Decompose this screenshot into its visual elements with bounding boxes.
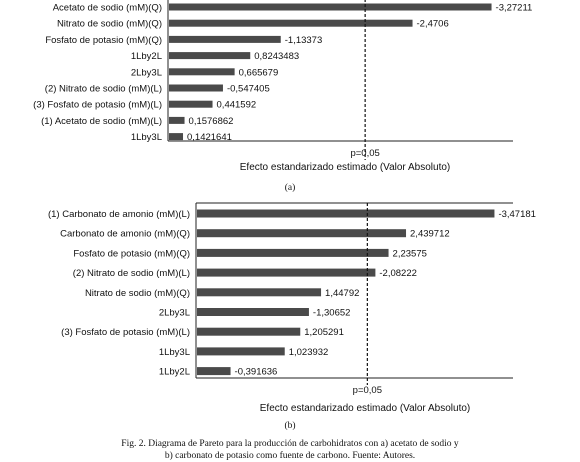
data-label: -2,08222 [379,268,417,280]
data-label: 2,23575 [392,248,427,260]
category-label: 1Lby3L [158,346,190,358]
data-label: -1,13373 [284,34,323,46]
data-label: -0,547405 [226,83,270,95]
data-label: 1,023932 [288,346,329,358]
pareto-chart-a [33,0,532,193]
data-label: -2,4706 [416,18,449,30]
category-label: Nitrato de sodio (mM)(Q) [56,18,162,30]
bar [197,328,300,336]
threshold-label: p=0,05 [352,385,383,396]
bar [197,347,285,355]
data-label: 0,665679 [238,67,279,79]
panel-label: (b) [284,421,296,431]
category-label: Nitrato de sodio (mM)(Q) [84,287,190,299]
figure-caption-line1: Fig. 2. Diagrama de Pareto para la producción de carbohidratos con a) acetato de sodio y [121,439,459,449]
data-label: -3,47181 [498,209,536,220]
category-label: (3) Fosfato de potasio (mM)(L) [33,99,162,111]
bar [169,36,281,43]
category-label: (2) Nitrato de sodio (mM)(L) [44,83,162,95]
data-label: 0,8243483 [254,51,300,63]
bar [169,85,223,92]
category-label: Fosfato de potasio (mM)(Q) [73,248,190,260]
bar [169,52,250,59]
category-label: 2Lby3L [130,67,162,79]
x-axis-title: Efecto estandarizado estimado (Valor Absoluto) [239,162,451,173]
category-label: Carbonato de amonio (mM)(Q) [60,228,190,240]
bar [197,249,389,257]
bar [169,20,413,27]
bar [197,269,375,277]
category-label: Fosfato de potasio (mM)(Q) [45,34,162,46]
panel-label: (a) [284,183,296,193]
data-label: 1,44792 [325,287,360,299]
bar [169,4,492,11]
pareto-chart-b [48,203,536,431]
category-label: 1Lby2L [130,51,162,63]
category-label: 2Lby3L [158,307,190,319]
data-label: 2,439712 [410,228,450,240]
category-label: 1Lby3L [130,132,162,144]
data-label: -0,391636 [234,366,278,378]
category-label: (1) Acetato de sodio (mM)(L) [41,115,162,127]
category-label: (1) Carbonato de amonio (mM)(L) [47,209,190,220]
data-label: 1,205291 [304,327,344,339]
bar [197,229,406,237]
bar [169,117,185,124]
bar [197,308,309,316]
bar [169,101,213,108]
bar [169,68,235,75]
x-axis-title: Efecto estandarizado estimado (Valor Absoluto) [259,403,471,414]
threshold-label: p=0,05 [350,148,380,159]
data-label: 0,1576862 [188,115,234,127]
data-label: 0,441592 [216,99,257,111]
bar [197,367,231,375]
category-label: Acetato de sodio (mM)(Q) [52,2,162,14]
figure-caption-line2: b) carbonato de potasio como fuente de carbono. Fuente: Autores. [164,451,416,461]
category-label: 1Lby2L [158,366,190,378]
category-label: (3) Fosfato de potasio (mM)(L) [61,327,190,339]
category-label: (2) Nitrato de sodio (mM)(L) [72,268,190,280]
data-label: -3,27211 [495,2,533,14]
data-label: -1,30652 [312,307,351,319]
bar [197,210,494,218]
bar [197,288,321,296]
data-label: 0,1421641 [187,132,232,144]
bar [169,133,183,140]
